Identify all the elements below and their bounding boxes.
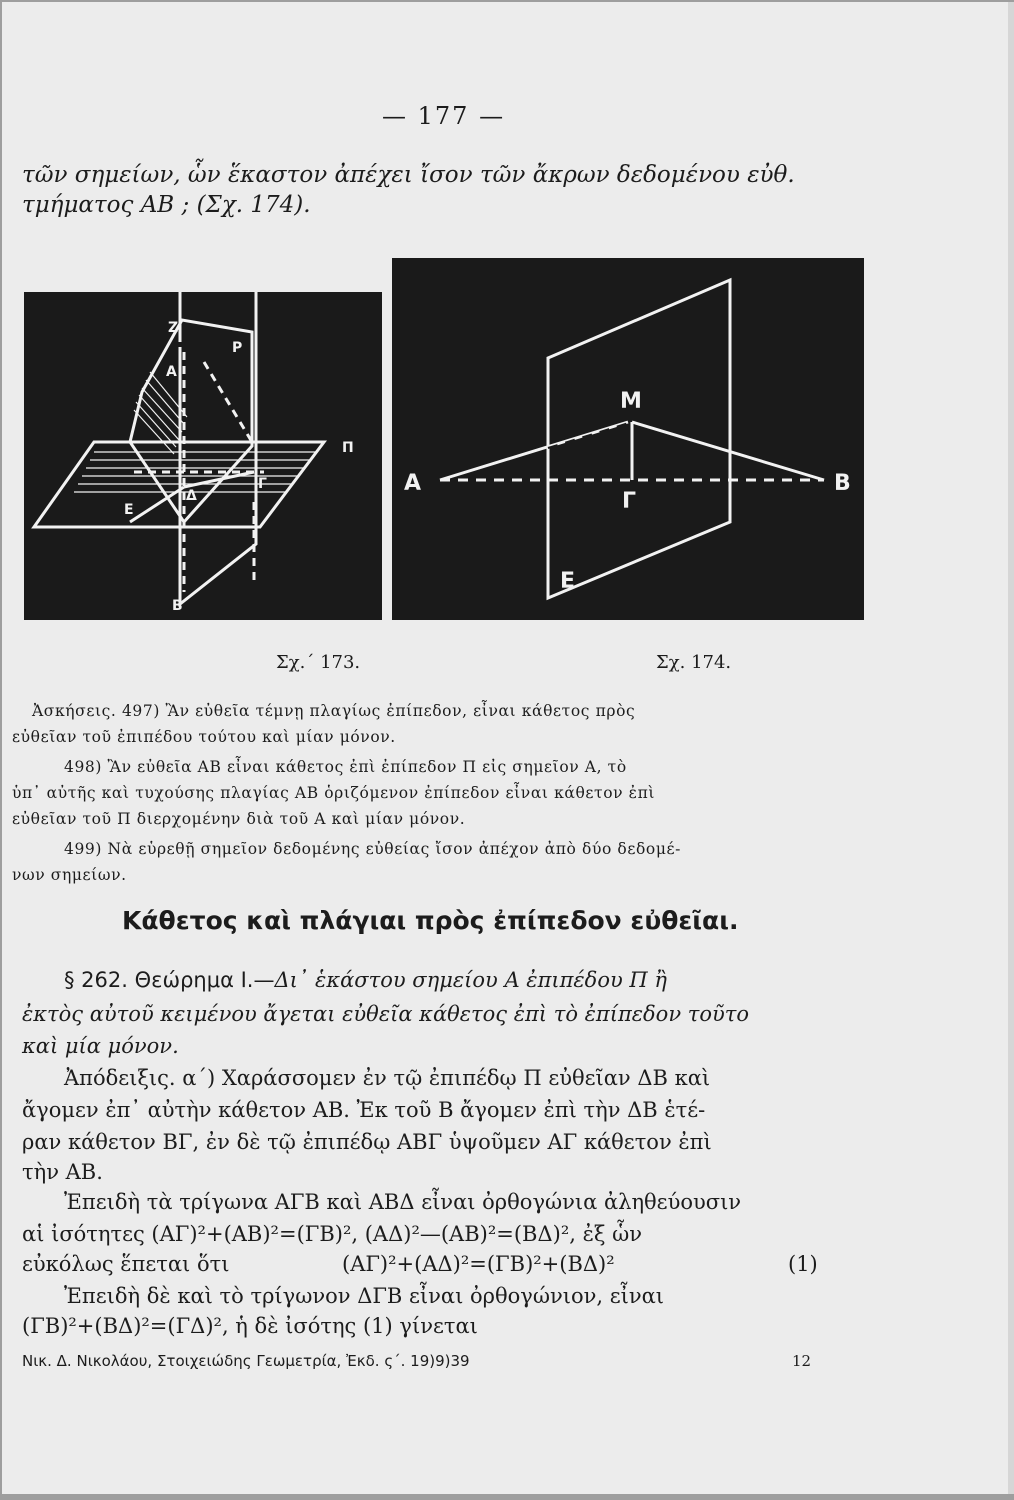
figure-174-caption: Σχ. 174.	[656, 652, 732, 673]
fig173-label-rho: Ρ	[232, 340, 243, 356]
proof-line-8: Ἐπειδὴ δὲ καὶ τὸ τρίγωνον ΔΓΒ εἶναι ὀρθογώνιον, εἶναι	[64, 1284, 665, 1308]
fig174-label-e: Ε	[560, 569, 576, 594]
figure-173	[24, 292, 382, 620]
fig173-label-e: Ε	[124, 502, 134, 518]
theorem-line-1	[64, 968, 667, 992]
fig174-label-gamma: Γ	[622, 489, 637, 514]
fig173-label-delta: Δ	[186, 488, 197, 504]
theorem-statement-2: ἐκτὸς αὐτοῦ κειμένου ἄγεται εὐθεῖα κάθετος ἐπὶ τὸ ἐπίπεδον τοῦτο	[22, 1002, 750, 1026]
exercise-498-line-3: εὐθεῖαν τοῦ Π διερχομένην διὰ τοῦ Α καὶ μίαν μόνον.	[12, 810, 466, 828]
exercise-498-line-1: 498) Ἂν εὐθεῖα ΑΒ εἶναι κάθετος ἐπὶ ἐπίπεδον Π εἰς σημεῖον Α, τὸ	[64, 758, 627, 776]
exercise-498-line-2: ὑπ᾿ αὐτῆς καὶ τυχούσης πλαγίας ΑΒ ὁριζόμενον ἐπίπεδον εἶναι κάθετον ἐπὶ	[12, 784, 656, 802]
page-number: — 177 —	[382, 102, 506, 130]
theorem-number: § 262. Θεώρημα Ι.—	[64, 968, 275, 992]
equation-number: (1)	[788, 1252, 818, 1276]
proof-equation-1: (ΑΓ)²+(ΑΔ)²=(ΓΒ)²+(ΒΔ)²	[342, 1252, 615, 1276]
figure-174	[392, 258, 864, 620]
proof-line-7-text: εὐκόλως ἕπεται ὅτι	[22, 1252, 230, 1276]
exercise-497-line-2: εὐθεῖαν τοῦ ἐπιπέδου τούτου καὶ μίαν μόνον.	[12, 728, 396, 746]
theorem-statement-3: καὶ μία μόνον.	[22, 1034, 179, 1058]
footer-signature: Νικ. Δ. Νικολάου, Στοιχειώδης Γεωμετρία, Ἐκδ. ς΄. 19)9)39	[22, 1352, 470, 1370]
proof-line-1: Ἀπόδειξις. α΄) Χαράσσομεν ἐν τῷ ἐπιπέδῳ Π εὐθεῖαν ΔΒ καὶ	[64, 1066, 711, 1090]
fig174-label-b: Β	[834, 471, 851, 496]
exercise-499-line-1: 499) Νὰ εὑρεθῇ σημεῖον δεδομένης εὐθείας ἴσον ἀπέχον ἀπὸ δύο δεδομέ-	[64, 840, 681, 858]
fig174-label-a: Α	[404, 471, 422, 496]
intro-line-1: τῶν σημείων, ὧν ἕκαστον ἀπέχει ἴσον τῶν ἄκρων δεδομένου εὐθ.	[22, 162, 795, 188]
fig173-label-pi: Π	[342, 440, 354, 456]
fig173-label-gamma: Γ	[258, 476, 267, 492]
book-page	[2, 2, 1014, 1494]
fig173-label-a: Α	[166, 364, 177, 380]
fig173-label-z: Ζ	[168, 320, 179, 336]
figure-174-drawing	[392, 258, 864, 620]
proof-line-2: ἄγομεν ἐπ᾿ αὐτὴν κάθετον ΑΒ. Ἐκ τοῦ Β ἄγομεν ἐπὶ τὴν ΔΒ ἑτέ-	[22, 1098, 706, 1122]
footer-sheet-number: 12	[792, 1352, 812, 1370]
proof-line-9: (ΓΒ)²+(ΒΔ)²=(ΓΔ)², ἡ δὲ ἰσότης (1) γίνεται	[22, 1314, 478, 1338]
proof-line-3: ραν κάθετον ΒΓ, ἐν δὲ τῷ ἐπιπέδῳ ΑΒΓ ὑψοῦμεν ΑΓ κάθετον ἐπὶ	[22, 1130, 712, 1154]
section-heading: Κάθετος καὶ πλάγιαι πρὸς ἐπίπεδον εὐθεῖαι.	[122, 906, 739, 935]
fig173-label-b: Β	[172, 598, 183, 614]
intro-line-2: τμήματος ΑΒ ; (Σχ. 174).	[22, 192, 311, 218]
proof-line-6: αἱ ἰσότητες (ΑΓ)²+(ΑΒ)²=(ΓΒ)², (ΑΔ)²—(ΑΒ)²=(ΒΔ)², ἐξ ὧν	[22, 1222, 643, 1246]
figure-173-drawing	[24, 292, 382, 620]
figure-173-caption: Σχ.΄ 173.	[276, 652, 361, 673]
exercise-497-line-1: Ἀσκήσεις. 497) Ἂν εὐθεῖα τέμνῃ πλαγίως ἐπίπεδον, εἶναι κάθετος πρὸς	[32, 702, 636, 720]
proof-line-4: τὴν ΑΒ.	[22, 1160, 103, 1184]
exercise-499-line-2: νων σημείων.	[12, 866, 127, 884]
proof-line-5: Ἐπειδὴ τὰ τρίγωνα ΑΓΒ καὶ ΑΒΔ εἶναι ὀρθογώνια ἀληθεύουσιν	[64, 1190, 742, 1214]
theorem-statement-1: Δι᾿ ἑκάστου σημείου Α ἐπιπέδου Π ἢ	[274, 968, 667, 992]
fig174-label-m: Μ	[620, 389, 642, 414]
